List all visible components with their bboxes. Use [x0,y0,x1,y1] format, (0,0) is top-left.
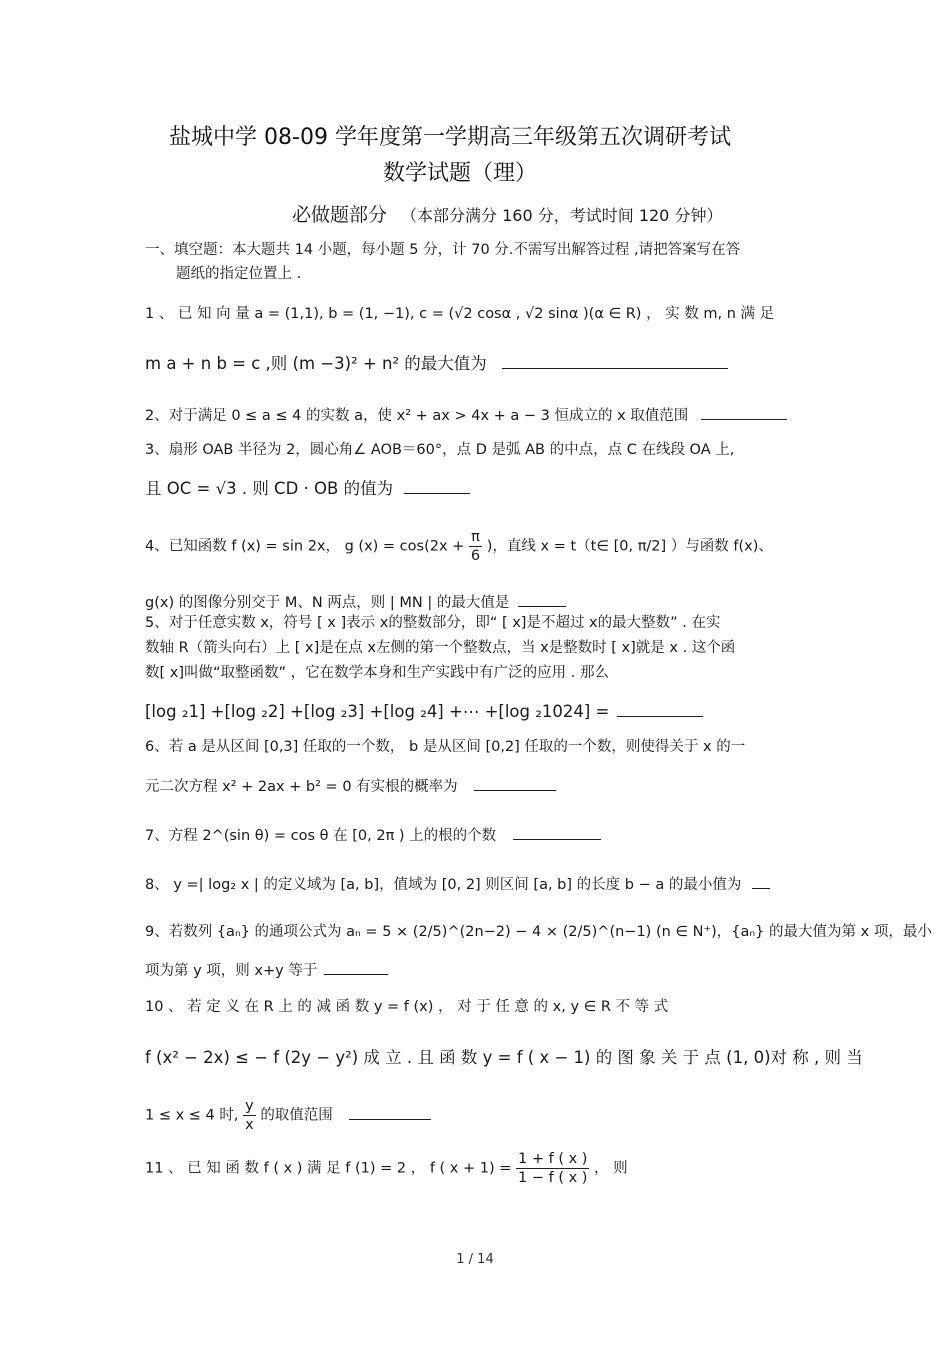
q4-frac-numerator: π [469,528,482,547]
intro-line-2: 题纸的指定位置上 . [176,266,302,282]
q6-text: 元二次方程 x² + 2ax + b² = 0 有实根的概率为 [145,779,458,795]
q7-answer-blank [513,825,601,840]
intro-line-1: 一、填空题：本大题共 14 小题，每小题 5 分，计 70 分.不需写出解答过程 ,请把答案写在答 [145,242,741,258]
q9-line-1: 9、若数列 {aₙ} 的通项公式为 aₙ = 5 × (2/5)^(2n−2) − 4 × (2/5)^(n−1) (n ∈ N⁺)，{aₙ} 的最大值为第 x 项，最小 [145,924,932,940]
q2-answer-blank [701,405,787,420]
q9-answer-blank [324,960,388,975]
q4-answer-blank [518,592,566,607]
q4-text-mid: )，直线 x = t（t∈ [486,538,609,555]
q4-line-2 [145,592,807,613]
q1-answer-blank [502,354,728,369]
q3-line-1: 3、扇形 OAB 半径为 2，圆心角∠ AOB＝60°，点 D 是弧 AB 的中点，点 C 在线段 OA 上, [145,442,735,458]
q4-text-post: ）与函数 f(x)、 [670,538,773,555]
q10-frac-numerator: y [245,1098,254,1114]
q1-line-1: 1 、 已 知 向 量 a = (1,1), b = (1, −1), c = (√2 cosα , √2 sinα )(α ∈ R) ， 实 数 m, n 满 足 [145,306,775,322]
q6-line-1: 6、若 a 是从区间 [0,3] 任取的一个数， b 是从区间 [0,2] 任取的一个数，则使得关于 x 的一 [145,739,746,755]
q5-line-4 [145,702,807,722]
q11-fraction [516,1150,589,1187]
q4-fraction [469,528,482,565]
q5-line-2: 数轴 R（箭头向右）上 [ x]是在点 x左侧的第一个整数点，当 x是整数时 [ x]就是 x . 这个函 [145,640,736,656]
q5-line-3: 数[ x]叫做“取整函数” ，它在数学本身和生产实践中有广泛的应用 . 那么 [145,665,609,681]
q11-frac-denominator: 1 − f ( x ) [518,1170,588,1186]
q3-answer-blank [404,479,470,494]
section-main: 必做题部分 [292,204,388,226]
q6-answer-blank [474,776,556,791]
page-number: 1 / 14 [456,1252,494,1267]
q4-frac-denominator: 6 [470,548,481,564]
q4-text-2: g(x) 的图像分别交于 M、N 两点，则 | MN | 的最大值是 [145,595,510,611]
q5-answer-blank [617,702,703,717]
q10-text-pre: 1 ≤ x ≤ 4 时, [145,1107,239,1124]
q9-line-2 [145,960,807,981]
q3-line-2 [145,479,807,499]
q10-frac-denominator: x [245,1117,254,1133]
q4-line-1 [145,528,807,565]
q2-text: 2、对于满足 0 ≤ a ≤ 4 的实数 a，使 x² + ax > 4x + a − 3 恒成立的 x 取值范围 [145,408,689,424]
q8-answer-blank [752,874,770,889]
q9-text: 项为第 y 项，则 x+y 等于 [145,963,318,979]
q10-line-3 [145,1097,807,1134]
q10-answer-blank [349,1105,431,1120]
q7-text: 7、方程 2^(sin θ) = cos θ 在 [0, 2π ) 上的根的个数 [145,828,497,844]
q1-text: m a + n b = c ,则 (m −3)² + n² 的最大值为 [145,354,487,373]
section-sub: （本部分满分 160 分，考试时间 120 分钟） [401,206,723,225]
q5-text: [log ₂1] +[log ₂2] +[log ₂3] +[log ₂4] +⋯ +[log ₂1024] = [145,702,610,721]
q11-line [145,1150,807,1187]
q8-text: 8、 y =| log₂ x | 的定义域为 [a, b]，值域为 [0, 2] 则区间 [a, b] 的长度 b − a 的最小值为 [145,877,742,893]
q4-text-pre: 4、已知函数 f (x) = sin 2x， g (x) = cos(2x + [145,538,465,555]
q4-interval: [0, π/2] [613,538,667,555]
q6-line-2 [145,776,807,797]
q10-fraction [243,1097,256,1134]
q7-line [145,825,807,846]
exam-subtitle: 数学试题（理） [382,161,537,186]
exam-title: 盐城中学 08-09 学年度第一学期高三年级第五次调研考试 [169,125,731,150]
q8-line [145,874,807,895]
q11-frac-numerator: 1 + f ( x ) [518,1151,588,1167]
q11-text-post: ， 则 [594,1160,628,1177]
q10-line-2: f (x² − 2x) ≤ − f (2y − y²) 成 立 . 且 函 数 y = f ( x − 1) 的 图 象 关 于 点 (1, 0)对 称 , 则 当 [145,1048,863,1067]
q10-text-post: 的取值范围 [260,1107,333,1124]
q5-line-1: 5、对于任意实数 x，符号 [ x ]表示 x的整数部分，即“ [ x]是不超过 x的最大整数” . 在实 [145,615,721,631]
q3-text: 且 OC = √3 . 则 CD · OB 的值为 [145,479,394,498]
q11-text-pre: 11 、 已 知 函 数 f ( x ) 满 足 f (1) = 2 ， f ( x + 1) = [145,1160,512,1177]
q10-line-1: 10 、 若 定 义 在 R 上 的 减 函 数 y = f (x) ， 对 于 任 意 的 x, y ∈ R 不 等 式 [145,999,669,1015]
q2-line [145,405,807,426]
section-heading [292,200,722,227]
q1-line-2 [145,354,807,374]
